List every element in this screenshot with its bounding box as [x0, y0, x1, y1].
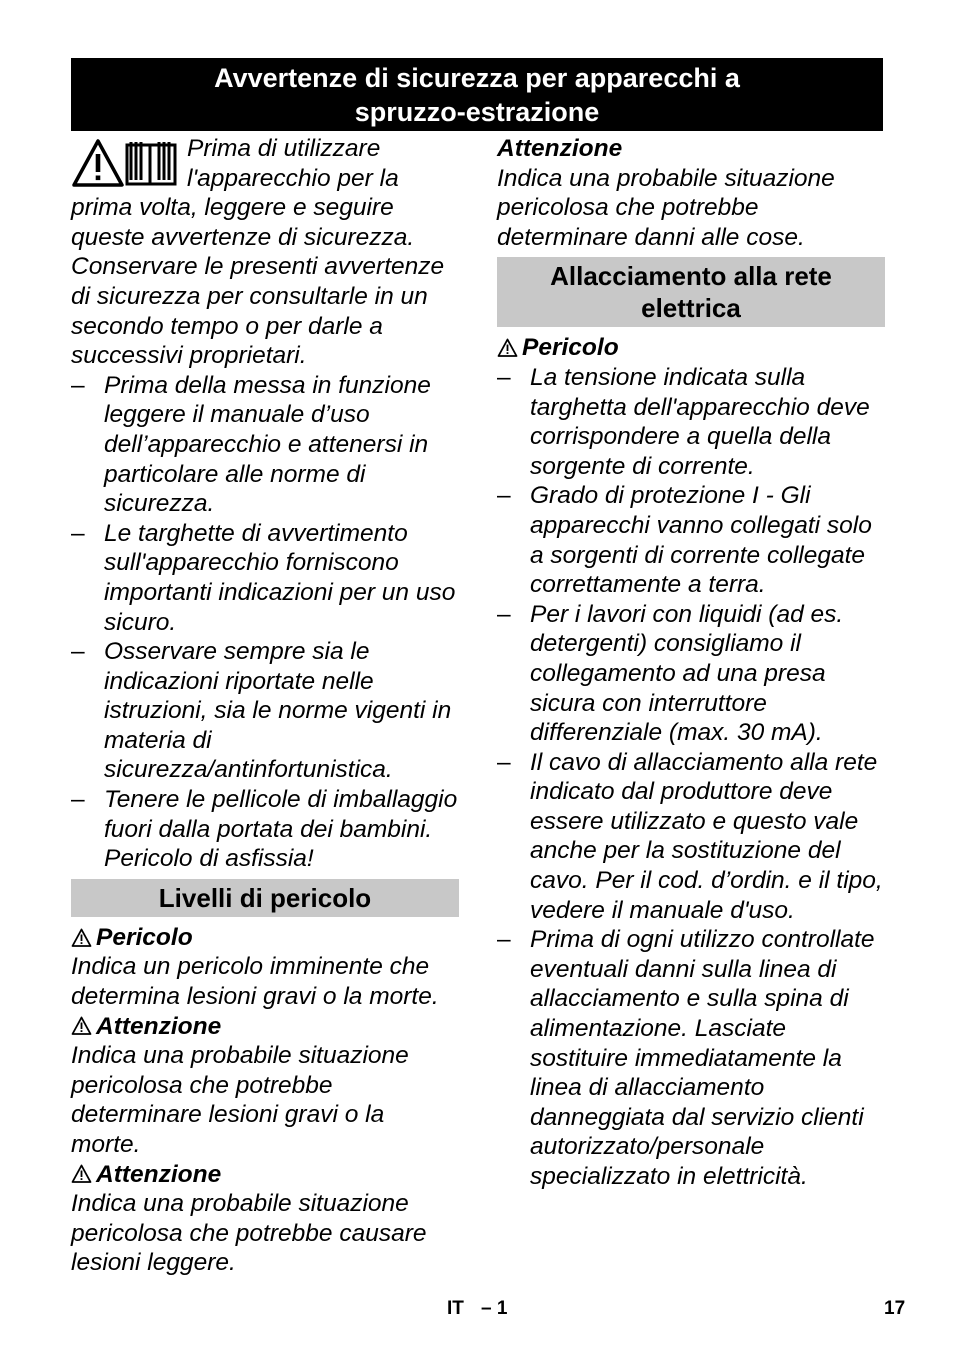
warning-icon [71, 1016, 92, 1036]
left-column [71, 134, 459, 1278]
right-column [497, 134, 885, 1192]
hazard-label-text: Pericolo [96, 923, 193, 951]
hazard-label [71, 1160, 459, 1190]
hazard-label-text: Pericolo [522, 334, 619, 362]
page-number: 17 [884, 1298, 906, 1319]
mains-bullet-list [497, 363, 885, 1192]
intro-text: Prima di utilizzare l'apparecchio per la prima volta, leggere e seguire queste avvertenze di sicurezza. Conservare le presenti avvertenze di sicurezza per consultarle in un secondo tempo o per darle a successivi proprietari. [71, 135, 445, 370]
list-item: – Prima di ogni utilizzo controllate eventuali danni sulla linea di allacciamento e sulla spina di alimentazione. Lasciate sostituire immediatamente la linea di allacciamento danneggiata dal servizio clienti autorizzato/personale specializzato in elettricità. [497, 925, 885, 1191]
list-item: – Grado di protezione I - Gli apparecchi vanno collegati solo a sorgenti di corrente collegate correttamente a terra. [497, 481, 885, 599]
hazard-description: Indica una probabile situazione pericolosa che potrebbe causare lesioni leggere. [71, 1190, 427, 1277]
list-item: – Tenere le pellicole di imballaggio fuori dalla portata dei bambini. Pericolo di asfissia! [71, 785, 459, 874]
hazard-label [497, 134, 885, 164]
footer-page-ref: – 1 [481, 1298, 508, 1319]
page-title [71, 58, 883, 131]
warning-icon [71, 928, 92, 948]
title-line-2: spruzzo-estrazione [354, 96, 600, 127]
warning-manual-icon [71, 138, 179, 190]
warning-triangle-icon [74, 141, 122, 185]
list-item: – Osservare sempre sia le indicazioni riportate nelle istruzioni, sia le norme vigenti in materia di sicurezza/antinfortunistica. [71, 637, 459, 785]
list-item: – Per i lavori con liquidi (ad es. detergenti) consigliamo il collegamento ad una presa sicura con interruttore differenziale (max. 30 mA). [497, 600, 885, 748]
manual-book-icon [127, 142, 175, 184]
hazard-description: Indica un pericolo imminente che determina lesioni gravi o la morte. [71, 953, 439, 1011]
list-item: – Il cavo di allacciamento alla rete indicato dal produttore deve essere utilizzato e questo vale anche per la sostituzione del cavo. Per il cod. d’ordin. e il tipo, vedere il manuale d'uso. [497, 748, 885, 926]
title-line-1: Avvertenze di sicurezza per apparecchi a [214, 62, 740, 93]
warning-icon [71, 1164, 92, 1184]
intro-bullet-list [71, 371, 459, 874]
footer-language: IT [447, 1298, 464, 1319]
hazard-description: Indica una probabile situazione pericolosa che potrebbe determinare lesioni gravi o la morte. [71, 1042, 409, 1158]
hazard-label-text: Attenzione [96, 1012, 222, 1040]
section-heading-mains-connection: Allacciamento alla rete elettrica [497, 257, 885, 327]
list-item: – Le targhette di avvertimento sull'apparecchio forniscono importanti indicazioni per un uso sicuro. [71, 519, 459, 637]
hazard-label [71, 923, 459, 953]
hazard-label-text: Attenzione [497, 135, 623, 162]
hazard-description: Indica una probabile situazione pericolosa che potrebbe determinare danni alle cose. [497, 164, 835, 251]
list-item: – Prima della messa in funzione leggere il manuale d’uso dell’apparecchio e attenersi in particolare alle norme di sicurezza. [71, 371, 459, 519]
section-heading-hazard-levels: Livelli di pericolo [71, 879, 459, 917]
hazard-label [497, 333, 885, 363]
warning-icon [497, 338, 518, 358]
list-item: – La tensione indicata sulla targhetta dell'apparecchio deve corrispondere a quella della sorgente di corrente. [497, 363, 885, 481]
hazard-label-text: Attenzione [96, 1160, 222, 1188]
hazard-label [71, 1012, 459, 1042]
